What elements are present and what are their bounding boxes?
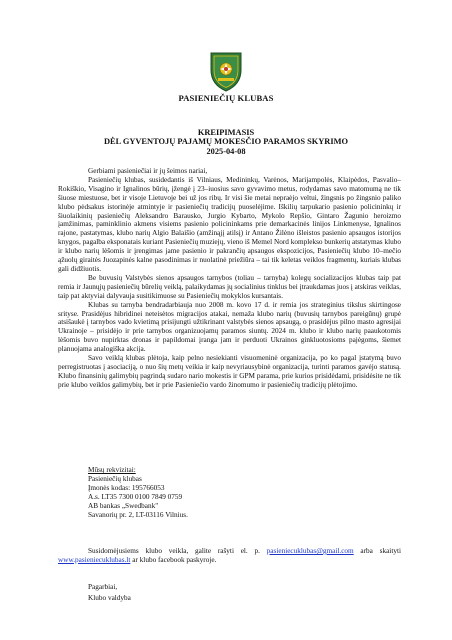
closing-signature: Klubo valdyba [88, 593, 131, 602]
heading-date: 2025-04-08 [206, 146, 246, 156]
heading-line-2: DĖL GYVENTOJŲ PAJAMŲ MOKESČIO PARAMOS SKYRIMO [103, 137, 349, 147]
contact-text-after: ar klubo facebook paskyroje. [130, 555, 217, 564]
organization-name: PASIENIEČIŲ KLUBAS [178, 93, 274, 103]
contact-block [58, 547, 401, 565]
requisites-name: Pasieniečių klubas [88, 475, 142, 484]
requisites-code: Įmonės kodas: 195766053 [88, 484, 165, 493]
greeting: Gerbiami pasieniečiai ir jų šeimos nariai, [88, 167, 208, 175]
website-link[interactable]: www.pasieniecuklubas.lt [58, 555, 131, 564]
paragraph-history: Pasieniečių klubas, susidedantis iš Vilniaus, Medininkų, Varėnos, Marijampolės, Klaipėdos, Pasvalio–Rokiškio, Visagino ir Ignalinos būrių, įžengė į 23–iuosius savo gyvavimo metus, rodydamas savo matomumą ne tik šiuose miestuose, bet ir visoje Lietuvoje bei už jos ribų. Ir visi šie metai nepraėjo veltui, žingsnis po žingsnio paliko klubo pėdsakus istorinėje atmintyje ir pasieniečių tradicijų puoselėjime. Iškilių tarpukario pasienio policininkų ir šiuolaikinių pasieniečių Aleksandro Barausko, Jurgio Kybarto, Mykolo Repšio, Gintaro Žagunio heroizmo įamžinimas, paminklinio akmens visiems pasienio policininkams prie demarkacinės linijos Linkmenyse, Ignalinos rajone, pastatymas, klubo narių Algio Balaišio (amžinąjį atilsį) ir Antano Žilėno išleistos pasienio apsaugos istorijos knygos, pagalba eksponatais kuriant Pasieniečių muziejų, vieno iš Memel Nord komplekso bunkerių atstatymas klubo ir klubo narių lėšomis ir įrengimas jame pasienio ir pakrančių apsaugos ekspozicijos, Pasieniečių klubo 10–mečio ąžuolų giraitės Juozapinės kalne pasodinimas ir nuolatinė priežiūra – tai tik keletas veiklos fragmentų, kuriais klubas gali didžiuotis. [58, 175, 401, 273]
closing-block [88, 582, 131, 603]
requisites-title: Mūsų rekvizitai: [88, 466, 136, 474]
email-link[interactable]: pasieniecuklubas@gmail.com [266, 547, 354, 555]
contact-text-before: Susidomėjusiems klubo veikla, galite rašyti el. p. [88, 547, 267, 555]
letter-heading [0, 128, 452, 156]
paragraph-funding: Savo veiklą klubas plėtoja, kaip pelno nesiekianti visuomeninė organizacija, po ko pagal įstatymą buvo perregistruotas į asociaciją, o nuo šių metų veikia ir kaip nevyriausybinė organizacija, turinti paramos gavėjo statusą. Klubo finansinių galimybių pagrindą sudaro nario mokestis ir GPM parama, prie kurios prisidėdami, prisidėsite ne tik prie klubo veiklos galimybių, bet ir prie Pasieniečio vardo žinomumo ir pasieniečių tradicijų plėtojimo. [58, 354, 401, 389]
requisites-block [88, 466, 188, 521]
border-guard-emblem-icon [208, 50, 244, 92]
requisites-address: Savanorių pr. 2, LT-03116 Vilnius. [88, 511, 188, 520]
requisites-bank: AB bankas „Swedbank" [88, 502, 159, 511]
contact-text-middle: arba skaityti [353, 547, 401, 555]
closing-regards: Pagarbiai, [88, 583, 118, 591]
requisites-account: A.s. LT35 7300 0100 7849 0759 [88, 493, 183, 502]
contact-paragraph [58, 547, 401, 565]
paragraph-youth: Be buvusių Valstybės sienos apsaugos tarnybos (toliau – tarnyba) kolegų socializacijos klubas taip pat remia ir Jaunųjų pasieniečių būrelių veiklą, palaikydamas jų socialinius tinklus bei įtraukdamas juos į atskiras veiklas, taip pat aktyviai dalyvauja susitikimuose su Pasieniečių mokyklos kursantais. [58, 273, 401, 300]
heading-line-1: KREIPIMASIS [197, 128, 255, 137]
paragraph-cooperation: Klubas su tarnyba bendradarbiauja nuo 2008 m. kovo 17 d. ir remia jos strateginius tikslus skirtingose srityse. Prasidėjus hibridinei neteisėtos migracijos atakai, nemaža klubo narių (buvusių tarnybos pareigūnų) grupė atsišaukė į tarnybos vado kvietimą prisijungti užtikrinant valstybės sienos apsaugą, o prasidėjus pilno masto agresijai Ukrainoje – prisidėjo ir prie tarnybos organizuojamų paramos siuntų. 2024 m. klubo ir klubo narių paaukotomis lėšomis buvo nupirktas dronas ir papildomai įranga jam ir perduoti Ukrainos ginkluotosioms pajėgoms, šiemet planuojama analogiška akcija. [58, 300, 401, 354]
letter-body [58, 167, 401, 390]
